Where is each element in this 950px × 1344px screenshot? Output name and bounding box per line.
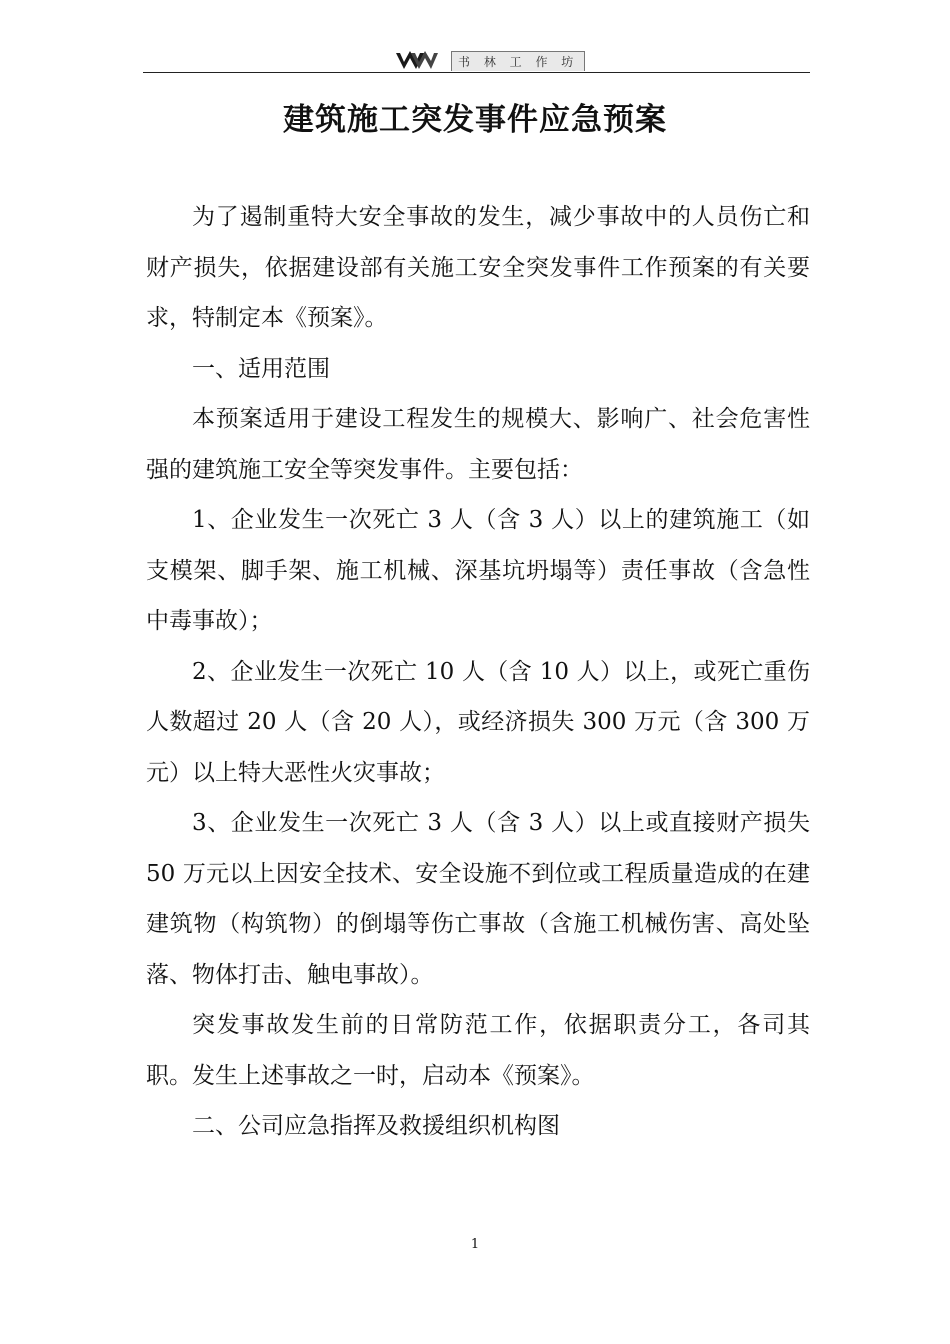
list-item-1: 1、企业发生一次死亡 3 人（含 3 人）以上的建筑施工（如支模架、脚手架、施工机械、深基坑坍塌等）责任事故（含急性中毒事故）； xyxy=(146,507,810,634)
page-header xyxy=(143,50,810,76)
header-rule xyxy=(143,72,810,73)
paragraph-scope: 本预案适用于建设工程发生的规模大、影响广、社会危害性强的建筑施工安全等突发事件。主要包括： xyxy=(146,406,810,483)
list-item-3: 3、企业发生一次死亡 3 人（含 3 人）以上或直接财产损失 50 万元以上因安全技术、安全设施不到位或工程质量造成的在建建筑物（构筑物）的倒塌等伤亡事故（含施工机械伤害、高处坠落、物体打击、触电事故）。 xyxy=(146,810,810,988)
list-item-2: 2、企业发生一次死亡 10 人（含 10 人）以上，或死亡重伤人数超过 20 人（含 20 人），或经济损失 300 万元（含 300 万元）以上特大恶性火灾事故； xyxy=(146,658,810,786)
logo-text: 书 林 工 作 坊 xyxy=(451,51,585,71)
paragraph-prevention: 突发事故发生前的日常防范工作，依据职责分工，各司其职。发生上述事故之一时，启动本《预案》。 xyxy=(146,1012,810,1089)
logo-w-icon xyxy=(395,51,439,71)
section-heading-organization: 二、公司应急指挥及救援组织机构图 xyxy=(192,1113,560,1139)
document-title: 建筑施工突发事件应急预案 xyxy=(283,102,667,138)
document-body xyxy=(146,192,810,1152)
section-heading-scope: 一、适用范围 xyxy=(192,355,330,382)
header-logo xyxy=(395,50,701,72)
paragraph-intro: 为了遏制重特大安全事故的发生，减少事故中的人员伤亡和财产损失，依据建设部有关施工安全突发事件工作预案的有关要求，特制定本《预案》。 xyxy=(146,204,810,331)
page-number: 1 xyxy=(470,1237,480,1252)
